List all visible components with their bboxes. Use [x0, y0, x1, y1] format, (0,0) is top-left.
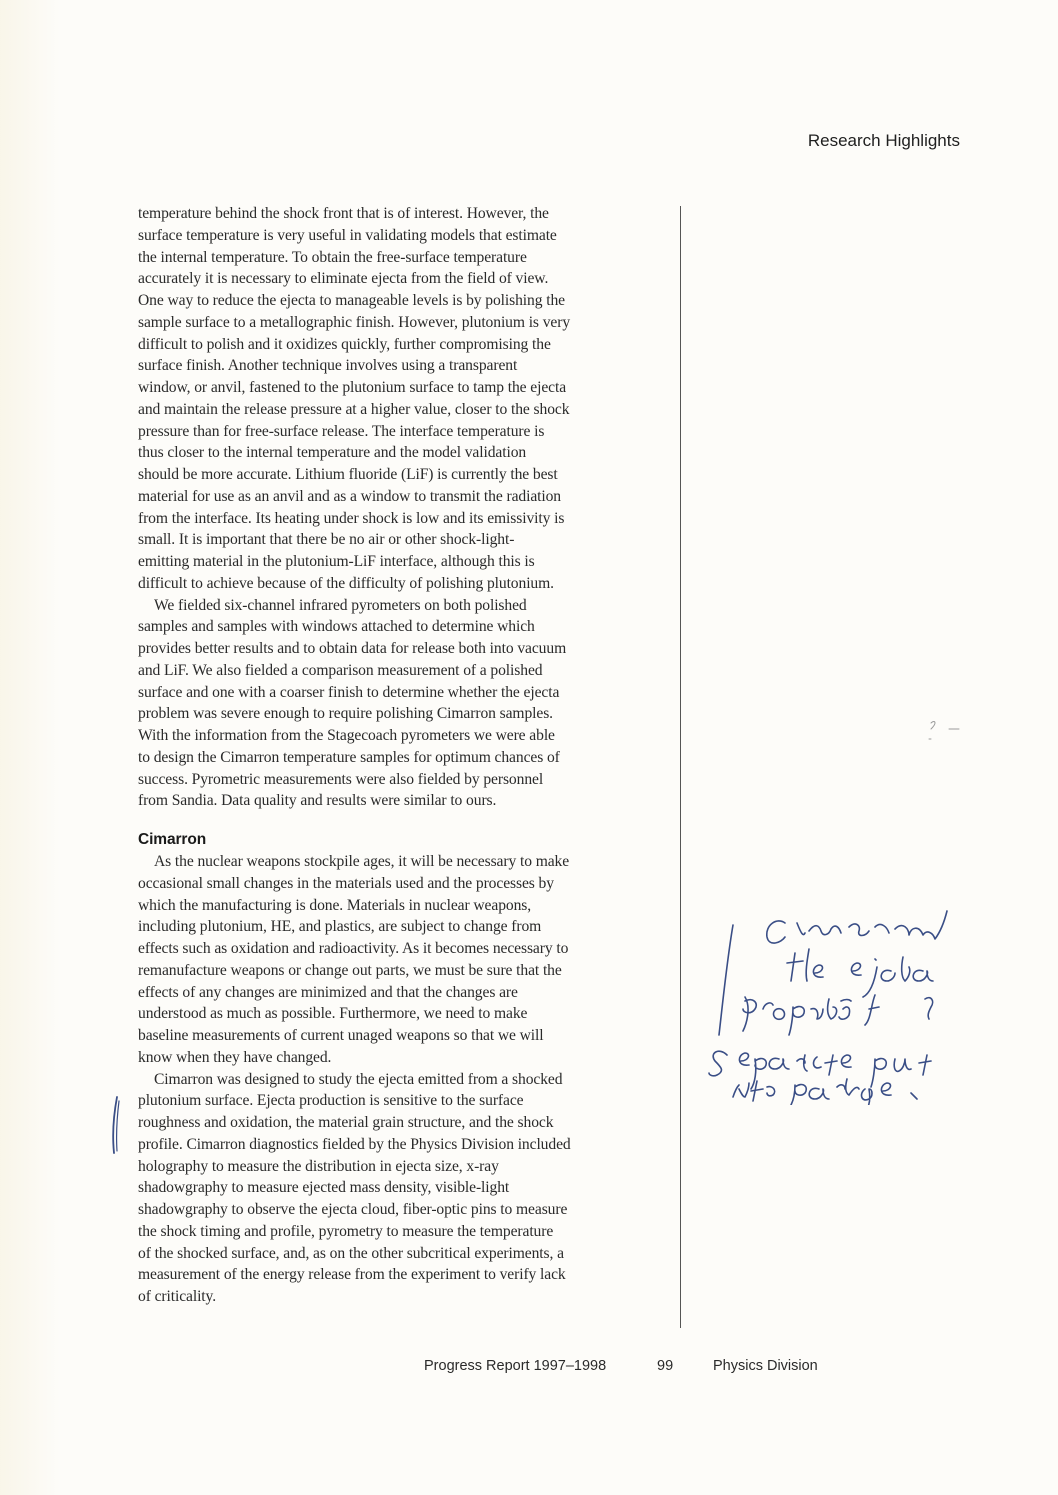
- text-line: remanufacture weapons or change out parts, we must be sure that the: [138, 961, 562, 979]
- text-line: As the nuclear weapons stockpile ages, it will be necessary to make: [154, 853, 570, 870]
- text-line: Cimarron was designed to study the ejecta emitted from a shocked: [154, 1070, 563, 1088]
- text-line: We fielded six-channel infrared pyrometers on both polished: [154, 596, 527, 614]
- text-line: of the shocked surface, and, as on the other subcritical experiments, a: [138, 1244, 564, 1262]
- main-text-column: [138, 203, 658, 1308]
- paragraph-3: [138, 851, 658, 1069]
- paragraph-1: [138, 203, 658, 595]
- text-line: holography to measure the distribution in ejecta size, x-ray: [138, 1157, 499, 1175]
- text-line: understood as much as possible. Furthermore, we need to make: [138, 1005, 528, 1023]
- text-line: from the interface. Its heating under shock is low and its emissivity is: [138, 509, 565, 527]
- text-line: effects such as oxidation and radioactivity. As it becomes necessary to: [138, 940, 569, 957]
- footer-division: Physics Division: [713, 1358, 818, 1374]
- text-line: small. It is important that there be no air or other shock-light-: [138, 531, 515, 549]
- text-line: samples and samples with windows attached to determine which: [138, 618, 535, 636]
- text-line: know when they have changed.: [138, 1048, 332, 1066]
- stray-pencil-mark: [925, 715, 965, 745]
- text-line: baseline measurements of current unaged weapons so that we will: [138, 1027, 544, 1044]
- column-divider-rule: [680, 206, 681, 1328]
- text-line: window, or anvil, fastened to the plutonium surface to tamp the ejecta: [138, 379, 567, 396]
- text-line: measurement of the energy release from the experiment to verify lack: [138, 1266, 566, 1284]
- paragraph-4: [138, 1069, 658, 1308]
- text-line: With the information from the Stagecoach pyrometers we were able: [138, 727, 555, 744]
- text-line: to design the Cimarron temperature samples for optimum chances of: [138, 748, 560, 766]
- text-line: the internal temperature. To obtain the free-surface temperature: [138, 248, 527, 266]
- text-line: difficult to achieve because of the difficulty of polishing plutonium.: [138, 574, 554, 592]
- text-line: effects of any changes are minimized and that the changes are: [138, 983, 518, 1001]
- handwritten-margin-bracket: [108, 1095, 122, 1155]
- text-line: pressure than for free-surface release. The interface temperature is: [138, 422, 545, 440]
- section-heading: Cimarron: [138, 831, 207, 848]
- text-line: should be more accurate. Lithium fluoride (LiF) is currently the best: [138, 466, 558, 483]
- text-line: which the manufacturing is done. Materials in nuclear weapons,: [138, 896, 532, 914]
- text-line: sample surface to a metallographic finish. However, plutonium is very: [138, 313, 571, 331]
- text-line: including plutonium, HE, and plastics, are subject to change from: [138, 918, 542, 936]
- text-line: problem was severe enough to require polishing Cimarron samples.: [138, 705, 553, 723]
- text-line: temperature behind the shock front that is of interest. However, the: [138, 205, 549, 222]
- text-line: surface finish. Another technique involves using a transparent: [138, 357, 518, 375]
- text-line: and LiF. We also fielded a comparison measurement of a polished: [138, 661, 543, 679]
- text-line: surface and one with a coarser finish to determine whether the ejecta: [138, 683, 560, 701]
- text-line: material for use as an anvil and as a window to transmit the radiation: [138, 487, 562, 505]
- text-line: and maintain the release pressure at a higher value, closer to the shock: [138, 400, 570, 418]
- text-line: emitting material in the plutonium-LiF interface, although this is: [138, 553, 535, 570]
- text-line: from Sandia. Data quality and results were similar to ours.: [138, 792, 497, 810]
- text-line: occasional small changes in the materials used and the processes by: [138, 874, 554, 892]
- running-header: Research Highlights: [807, 131, 960, 150]
- text-line: difficult to polish and it oxidizes quickly, further compromising the: [138, 335, 551, 353]
- text-line: shadowgraphy to observe the ejecta cloud, fiber-optic pins to measure: [138, 1201, 568, 1218]
- text-line: success. Pyrometric measurements were also fielded by personnel: [138, 770, 544, 788]
- paragraph-2: [138, 595, 658, 813]
- text-line: provides better results and to obtain data for release both into vacuum: [138, 640, 567, 657]
- text-line: accurately it is necessary to eliminate ejecta from the field of view.: [138, 270, 549, 288]
- text-line: the shock timing and profile, pyrometry to measure the temperature: [138, 1222, 554, 1240]
- text-line: plutonium surface. Ejecta production is sensitive to the surface: [138, 1092, 524, 1110]
- text-line: thus closer to the internal temperature and the model validation: [138, 444, 527, 462]
- text-line: One way to reduce the ejecta to manageable levels is by polishing the: [138, 292, 565, 309]
- text-line: profile. Cimarron diagnostics fielded by the Physics Division included: [138, 1135, 571, 1153]
- text-line: surface temperature is very useful in validating models that estimate: [138, 226, 557, 244]
- handwritten-margin-note: [705, 905, 1005, 1105]
- footer-report-title: Progress Report 1997–1998: [424, 1358, 607, 1374]
- text-line: shadowgraphy to measure ejected mass density, visible-light: [138, 1179, 510, 1197]
- text-line: of criticality.: [138, 1288, 217, 1305]
- scan-edge-shading: [0, 0, 60, 1495]
- text-line: roughness and oxidation, the material grain structure, and the shock: [138, 1114, 554, 1131]
- footer-page-number: 99: [657, 1358, 674, 1374]
